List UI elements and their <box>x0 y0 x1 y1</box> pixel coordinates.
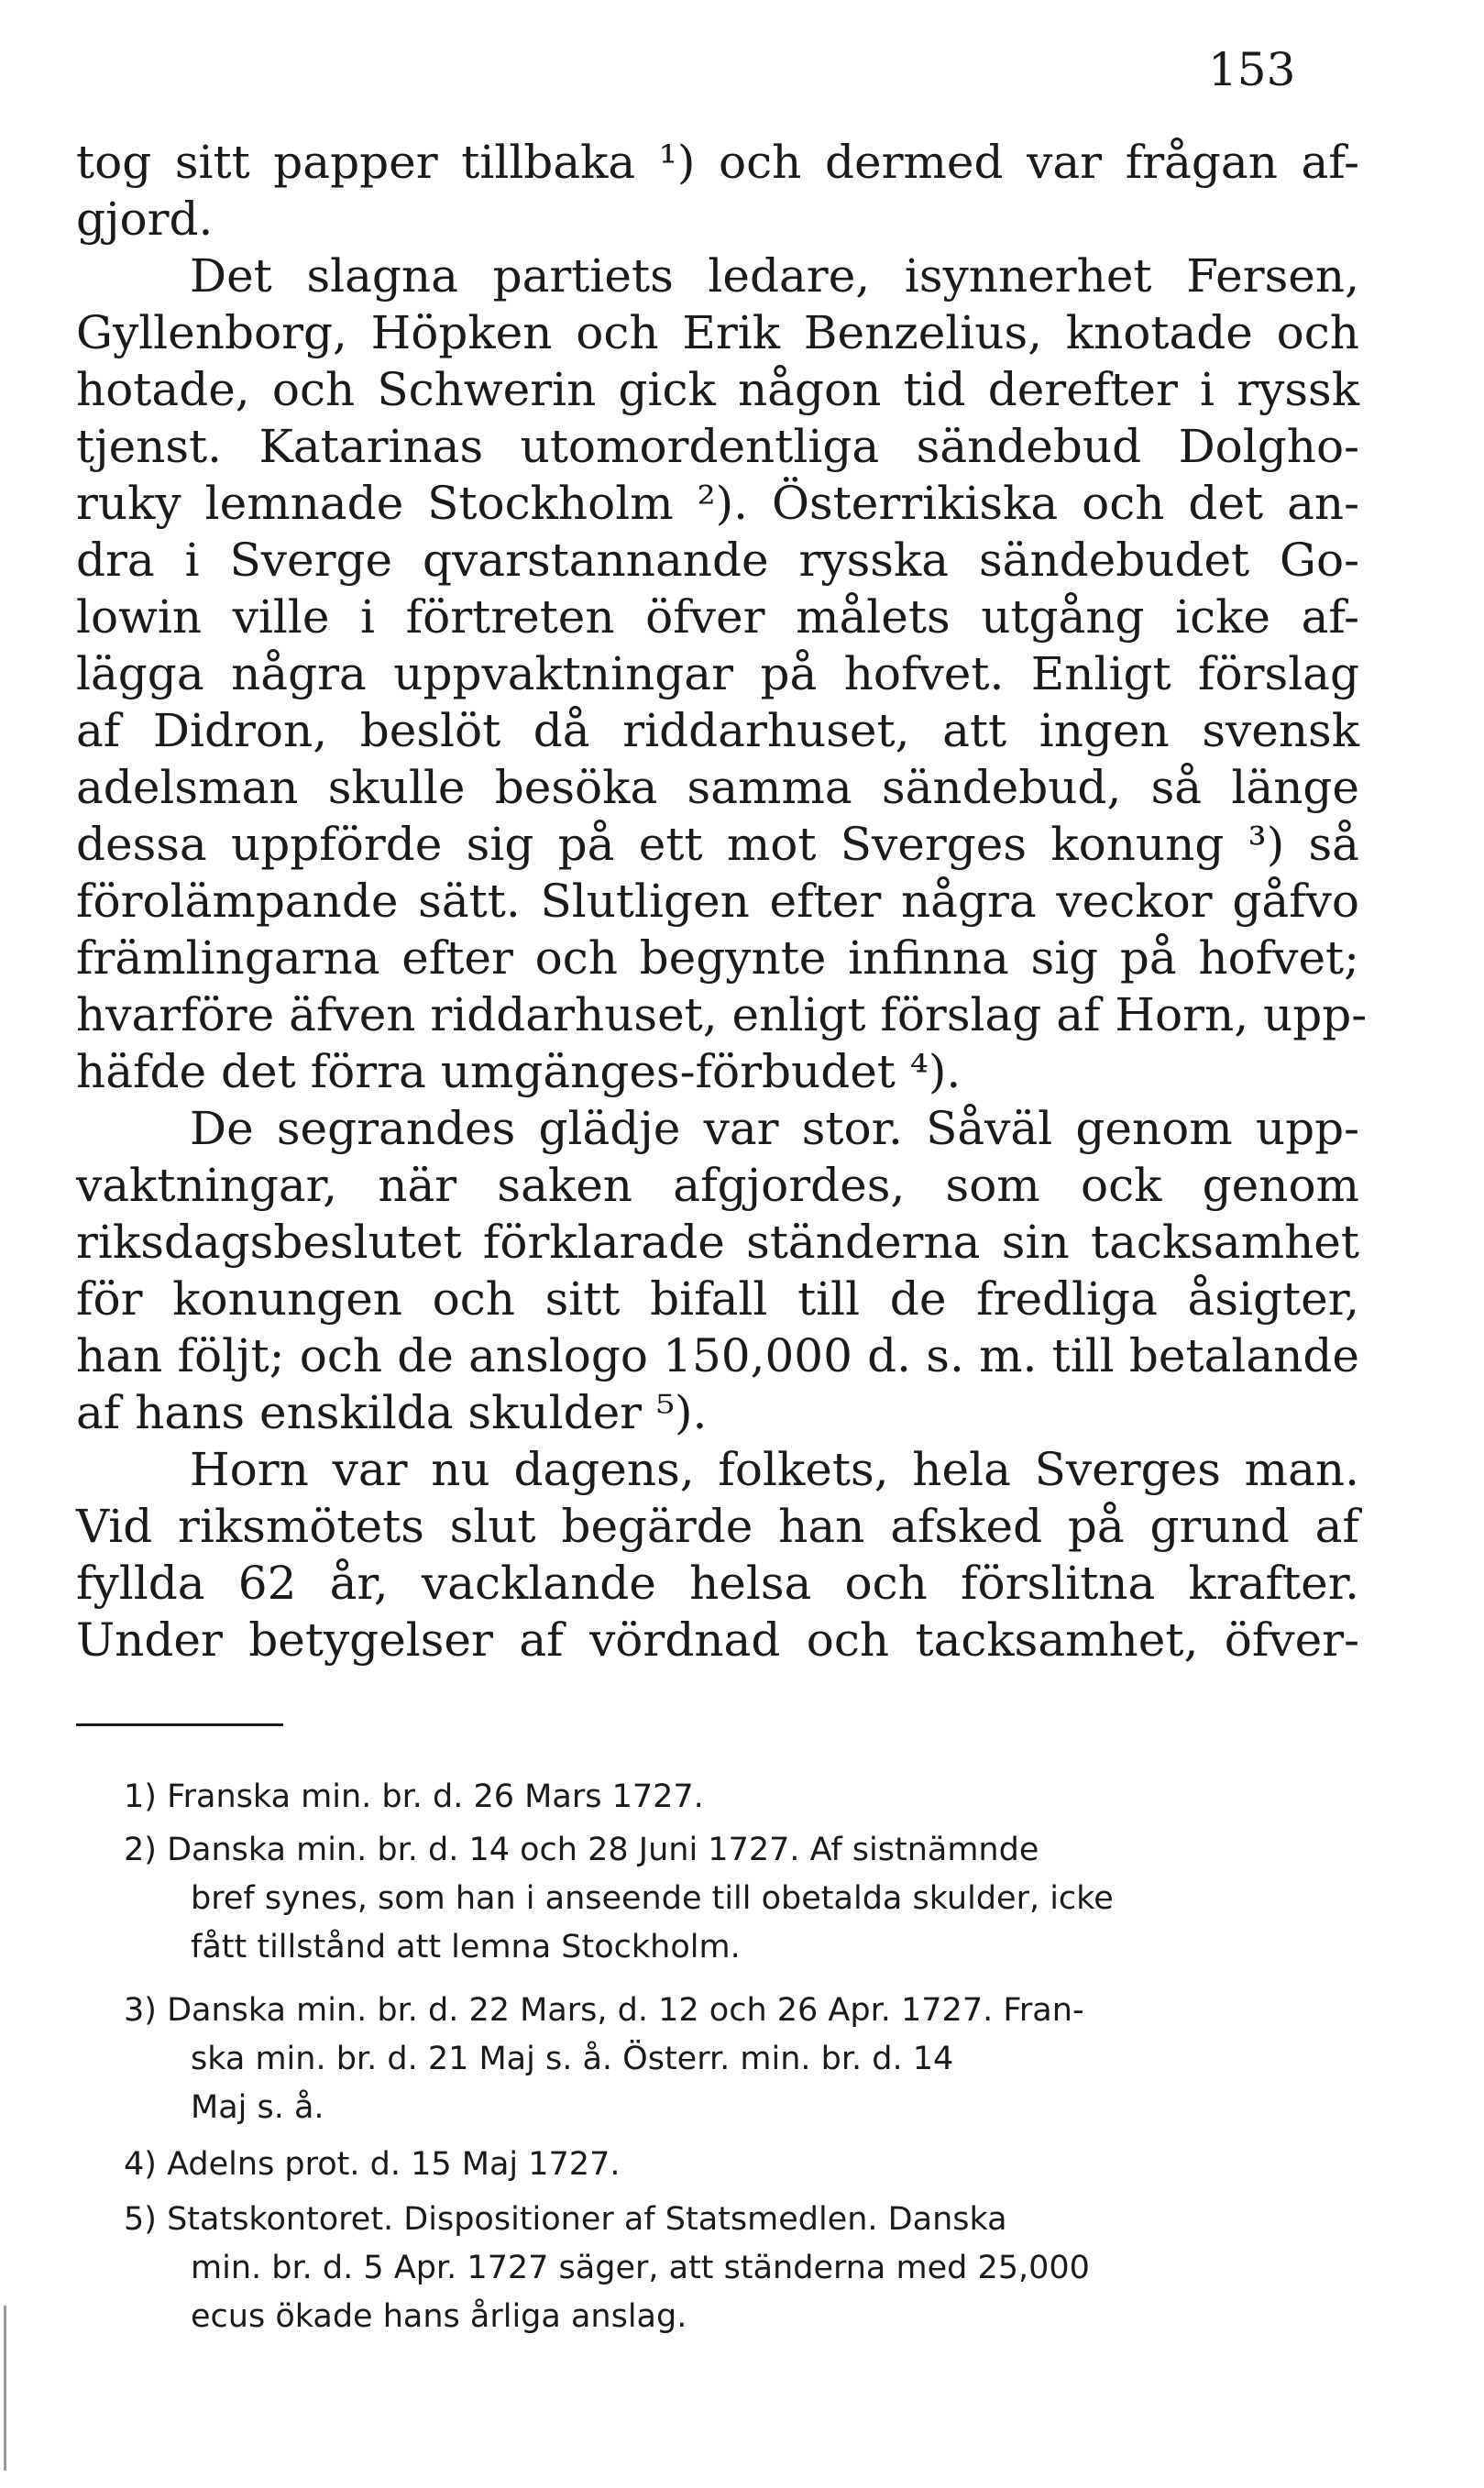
footnote-text: Franska min. br. d. 26 Mars 1727. <box>167 1778 704 1815</box>
text-line: Vid riksmötets slut begärde han afsked på grund af <box>76 1500 1359 1553</box>
text-line: dra i Sverge qvarstannande rysska sändebudet Go- <box>76 534 1359 587</box>
page-edge-mark <box>4 2306 6 2471</box>
footnote-number: 5) <box>124 2201 157 2238</box>
text-line: lägga några uppvaktningar på hofvet. Enligt förslag <box>76 647 1359 700</box>
text-line: Under betygelser af vördnad och tacksamhet, öfver- <box>76 1613 1359 1667</box>
footnote-text: min. br. d. 5 Apr. 1727 säger, att ständerna med 25,000 <box>191 2250 1090 2286</box>
text-line: han följt; och de anslogo 150,000 d. s. m. till betalande <box>76 1329 1359 1382</box>
text-line: af hans enskilda skulder ⁵). <box>76 1386 708 1439</box>
footnote-text: bref synes, som han i anseende till obetalda skulder, icke <box>191 1880 1114 1917</box>
footnote-number: 1) <box>124 1778 157 1815</box>
text-line: dessa uppförde sig på ett mot Sverges konung ³) så <box>76 818 1359 871</box>
footnote-text: fått tillstånd att lemna Stockholm. <box>191 1929 741 1965</box>
footnote-text: Danska min. br. d. 22 Mars, d. 12 och 26 Apr. 1727. Fran- <box>167 1992 1084 2029</box>
footnote-2 <box>124 1827 1039 1873</box>
text-line: Horn var nu dagens, folkets, hela Sverges man. <box>190 1443 1359 1496</box>
footnote-number: 4) <box>124 2146 157 2183</box>
text-line: häfde det förra umgänges-förbudet ⁴). <box>76 1045 962 1098</box>
text-line: gjord. <box>76 193 214 246</box>
text-line: vaktningar, när saken afgjordes, som ock genom <box>76 1159 1359 1212</box>
footnote-text: Danska min. br. d. 14 och 28 Juni 1727. Af sistnämnde <box>167 1832 1039 1868</box>
text-line: De segrandes glädje var stor. Såväl genom upp- <box>190 1102 1359 1155</box>
footnote-text: ska min. br. d. 21 Maj s. å. Österr. min. br. d. 14 <box>191 2041 954 2077</box>
footnote-4 <box>124 2141 620 2187</box>
text-line: Gyllenborg, Höpken och Erik Benzelius, knotade och <box>76 306 1359 359</box>
footnote-number: 2) <box>124 1832 157 1868</box>
footnote-text: Maj s. å. <box>191 2089 324 2126</box>
footnote-number: 3) <box>124 1992 157 2029</box>
text-line: förolämpande sätt. Slutligen efter några veckor gåfvo <box>76 875 1359 928</box>
text-line: fyllda 62 år, vacklande helsa och förslitna krafter. <box>76 1557 1359 1610</box>
text-line: hvarföre äfven riddarhuset, enligt förslag af Horn, upp- <box>76 988 1368 1041</box>
footnote-5 <box>124 2196 1007 2242</box>
footnote-3 <box>124 1987 1084 2033</box>
text-line: ruky lemnade Stockholm ²). Österrikiska och det an- <box>76 477 1359 530</box>
page-number: 153 <box>1208 43 1296 96</box>
text-line: af Didron, beslöt då riddarhuset, att ingen svensk <box>76 704 1359 757</box>
footnote-divider <box>76 1723 283 1726</box>
text-line: för konungen och sitt bifall till de fredliga åsigter, <box>76 1272 1359 1326</box>
text-line: främlingarna efter och begynte infinna sig på hofvet; <box>76 931 1359 985</box>
footnote-text: ecus ökade hans årliga anslag. <box>191 2298 687 2335</box>
text-line: lowin ville i förtreten öfver målets utgång icke af- <box>76 590 1359 644</box>
text-line: adelsman skulle besöka samma sändebud, så länge <box>76 761 1359 814</box>
text-line: tjenst. Katarinas utomordentliga sändebud Dolgho- <box>76 420 1359 473</box>
footnote-text: Statskontoret. Dispositioner af Statsmedlen. Danska <box>167 2201 1007 2238</box>
text-line: hotade, och Schwerin gick någon tid derefter i ryssk <box>76 363 1359 416</box>
text-line: riksdagsbeslutet förklarade ständerna sin tacksamhet <box>76 1216 1359 1269</box>
text-line: tog sitt papper tillbaka ¹) och dermed var frågan af- <box>76 136 1359 189</box>
text-line: Det slagna partiets ledare, isynnerhet Fersen, <box>190 249 1359 303</box>
footnote-1 <box>124 1774 704 1820</box>
footnote-text: Adelns prot. d. 15 Maj 1727. <box>167 2146 621 2183</box>
